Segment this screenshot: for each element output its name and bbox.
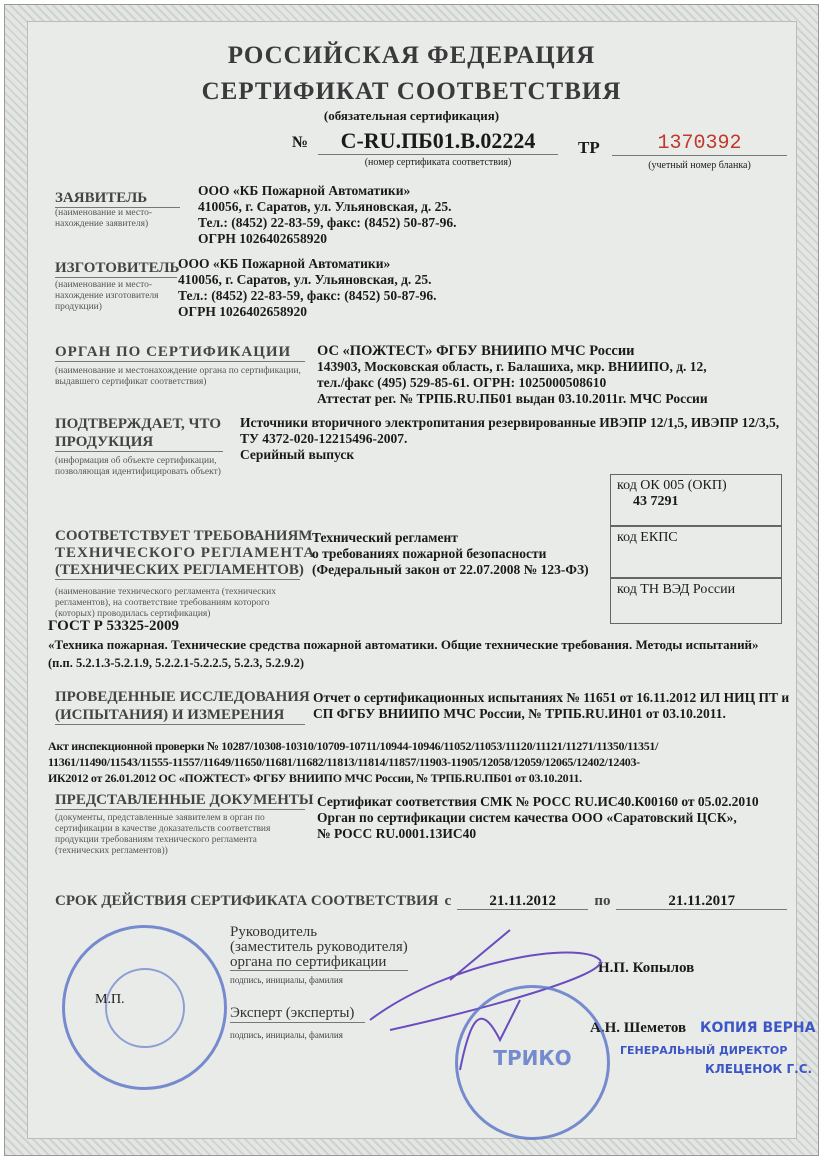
copy-true-stamp	[700, 1020, 815, 1036]
expert-name: А.Н. Шеметов	[590, 1020, 687, 1036]
director-name: КЛЕЦЕНОК Г.С.	[705, 1062, 813, 1076]
validity-row	[55, 893, 787, 910]
line: Аттестат рег. № ТРПБ.RU.ПБ01 выдан 03.10.2011г. МЧС России	[317, 391, 708, 406]
line: СООТВЕТСТВУЕТ ТРЕБОВАНИЯМ	[55, 528, 313, 544]
line: Технический регламент	[312, 530, 458, 545]
line: (ИСПЫТАНИЯ) И ИЗМЕРЕНИЯ	[55, 706, 305, 725]
line: ПОДТВЕРЖДАЕТ, ЧТО	[55, 416, 222, 432]
line: 11361/11490/11543/11555-11557/11649/11650/11681/11682/11813/11814/11857/11903-11905/12058/12059/12065/12402/12403-	[48, 755, 640, 769]
documents-info	[317, 794, 759, 842]
line: ПРОВЕДЕННЫЕ ИССЛЕДОВАНИЯ	[55, 689, 310, 705]
company-stamp	[455, 985, 610, 1140]
manufacturer-label: ИЗГОТОВИТЕЛЬ	[55, 260, 180, 276]
validity-from-label: с	[444, 893, 452, 909]
line: (ТЕХНИЧЕСКИХ РЕГЛАМЕНТОВ)	[55, 562, 304, 578]
line: 410056, г. Саратов, ул. Ульяновская, д. 25.	[178, 272, 432, 287]
line: 143903, Московская область, г. Балашиха, мкр. ВНИИПО, д. 12,	[317, 359, 707, 374]
manufacturer-note: (наименование и место-нахождение изготовителя продукции)	[55, 280, 159, 312]
validity-to-date: 21.11.2017	[616, 893, 787, 910]
line: 410056, г. Саратов, ул. Ульяновская, д. 25.	[198, 199, 452, 214]
blank-number: 1370392	[612, 132, 787, 156]
documents-label: ПРЕДСТАВЛЕННЫЕ ДОКУМЕНТЫ	[55, 792, 314, 808]
line: Руководитель	[230, 924, 318, 940]
line: ОГРН 1026402658920	[198, 231, 327, 246]
okp-code-box	[610, 474, 782, 526]
product-label	[55, 415, 223, 452]
certification-body-label: ОРГАН ПО СЕРТИФИКАЦИИ	[55, 344, 305, 362]
line: Сертификат соответствия СМК № РОСС RU.ИС40.К00160 от 05.02.2010	[317, 794, 759, 809]
number-sign: №	[292, 134, 309, 151]
line: Акт инспекционной проверки № 10287/10308-10310/10709-10711/10944-10946/11052/11053/11120/11121/11271/11350/11351/	[48, 739, 659, 753]
head-name: Н.П. Копылов	[598, 960, 695, 976]
certification-body-info	[317, 343, 708, 407]
expert-label: Эксперт (эксперты)	[230, 1005, 365, 1023]
applicant-label: ЗАЯВИТЕЛЬ	[55, 190, 180, 208]
line: СП ФГБУ ВНИИПО МЧС России, № ТРПБ.RU.ИН01 от 03.10.2011.	[313, 706, 726, 721]
line: (заместитель руководителя)	[230, 939, 408, 955]
seal-place-label: М.П.	[95, 992, 125, 1007]
compliance-note: (наименование технического регламента (технических регламентов), на соответствие требованиям которого (которых) проводилась сертификация)	[55, 587, 276, 619]
line: Орган по сертификации систем качества ООО «Саратовский ЦСК»,	[317, 810, 737, 825]
line: ОГРН 1026402658920	[178, 304, 307, 319]
okp-label: код ОК 005 (ОКП)	[617, 478, 727, 493]
line: о требованиях пожарной безопасности	[312, 546, 547, 561]
compliance-label	[55, 528, 316, 580]
blank-number-note: (учетный номер бланка)	[648, 160, 751, 171]
certification-body-stamp	[62, 925, 227, 1090]
manufacturer-info	[178, 256, 437, 320]
documents-note: (документы, представленные заявителем в орган по сертификации в качестве доказательств соответствия продукции требованиям технического регламента (технических регламентов))	[55, 813, 271, 856]
line: тел./факс (495) 529-85-61. ОГРН: 1025000508610	[317, 375, 607, 390]
validity-from-date: 21.11.2012	[457, 893, 588, 910]
gost-items: (п.п. 5.2.1.3-5.2.1.9, 5.2.2.1-5.2.2.5, 5.2.3, 5.2.9.2)	[48, 656, 305, 670]
gost-number: ГОСТ Р 53325-2009	[48, 618, 180, 634]
head-signature-note: подпись, инициалы, фамилия	[230, 975, 343, 985]
country-title: РОССИЙСКАЯ ФЕДЕРАЦИЯ	[227, 42, 596, 69]
line: Тел.: (8452) 22-83-59, факс: (8452) 50-87-96.	[198, 215, 457, 230]
line: ПРОДУКЦИЯ	[55, 433, 223, 452]
copy-word: КОПИЯ	[700, 1020, 758, 1036]
certification-body-note: (наименование и местонахождение органа по сертификации, выдавшего сертификат соответствия)	[55, 366, 301, 387]
line: Отчет о сертификационных испытаниях № 11651 от 16.11.2012 ИЛ НИЦ ПТ и	[313, 690, 790, 705]
certificate-subtitle: (обязательная сертификация)	[323, 108, 500, 123]
applicant-info	[198, 183, 457, 247]
validity-to-label: по	[594, 893, 611, 909]
line: Серийный выпуск	[240, 447, 355, 462]
stamp-logo-text: ТРИКО	[493, 1046, 572, 1070]
compliance-info	[312, 530, 589, 578]
line: органа по сертификации	[230, 955, 408, 971]
tests-info	[313, 690, 789, 722]
tr-label: ТР	[578, 138, 600, 157]
director-position: ГЕНЕРАЛЬНЫЙ ДИРЕКТОР	[620, 1044, 788, 1057]
line: (Федеральный закон от 22.07.2008 № 123-ФЗ)	[312, 562, 589, 577]
product-info	[240, 415, 779, 463]
line: ИК2012 от 26.01.2012 ОС «ПОЖТЕСТ» ФГБУ ВНИИПО МЧС России, № ТРПБ.RU.ПБ01 от 03.10.2011.	[48, 771, 582, 785]
tests-label	[55, 688, 310, 725]
gost-title: «Техника пожарная. Технические средства пожарной автоматики. Общие технические требования. Методы испытаний»	[48, 637, 759, 652]
line: ТУ 4372-020-12215496-2007.	[240, 431, 408, 446]
certificate-number: C-RU.ПБ01.В.02224	[318, 128, 558, 155]
ekps-label: код ЕКПС	[617, 530, 678, 545]
product-note: (информация об объекте сертификации, позволяющая идентифицировать объект)	[55, 456, 221, 477]
tnved-label: код ТН ВЭД России	[617, 582, 736, 597]
line: ООО «КБ Пожарной Автоматики»	[198, 183, 411, 198]
certificate-number-note: (номер сертификата соответствия)	[364, 157, 512, 168]
expert-signature-note: подпись, инициалы, фамилия	[230, 1030, 343, 1040]
line: Источники вторичного электропитания резервированные ИВЭПР 12/1,5, ИВЭПР 12/3,5,	[240, 415, 780, 430]
inspection-act	[48, 738, 658, 786]
validity-label: СРОК ДЕЙСТВИЯ СЕРТИФИКАТА СООТВЕТСТВИЯ	[55, 893, 439, 909]
ekps-code-box	[610, 526, 782, 578]
certificate-title: СЕРТИФИКАТ СООТВЕТСТВИЯ	[201, 78, 622, 105]
true-word: ВЕРНА	[762, 1020, 816, 1036]
line: ТЕХНИЧЕСКОГО РЕГЛАМЕНТА	[55, 545, 316, 561]
line: ООО «КБ Пожарной Автоматики»	[178, 256, 391, 271]
applicant-note: (наименование и место-нахождение заявителя)	[55, 208, 153, 229]
line: № РОСС RU.0001.13ИС40	[317, 826, 477, 841]
tnved-code-box	[610, 578, 782, 624]
okp-value: 43 7291	[633, 494, 679, 509]
line: Тел.: (8452) 22-83-59, факс: (8452) 50-87-96.	[178, 288, 437, 303]
line: ОС «ПОЖТЕСТ» ФГБУ ВНИИПО МЧС России	[317, 343, 635, 359]
